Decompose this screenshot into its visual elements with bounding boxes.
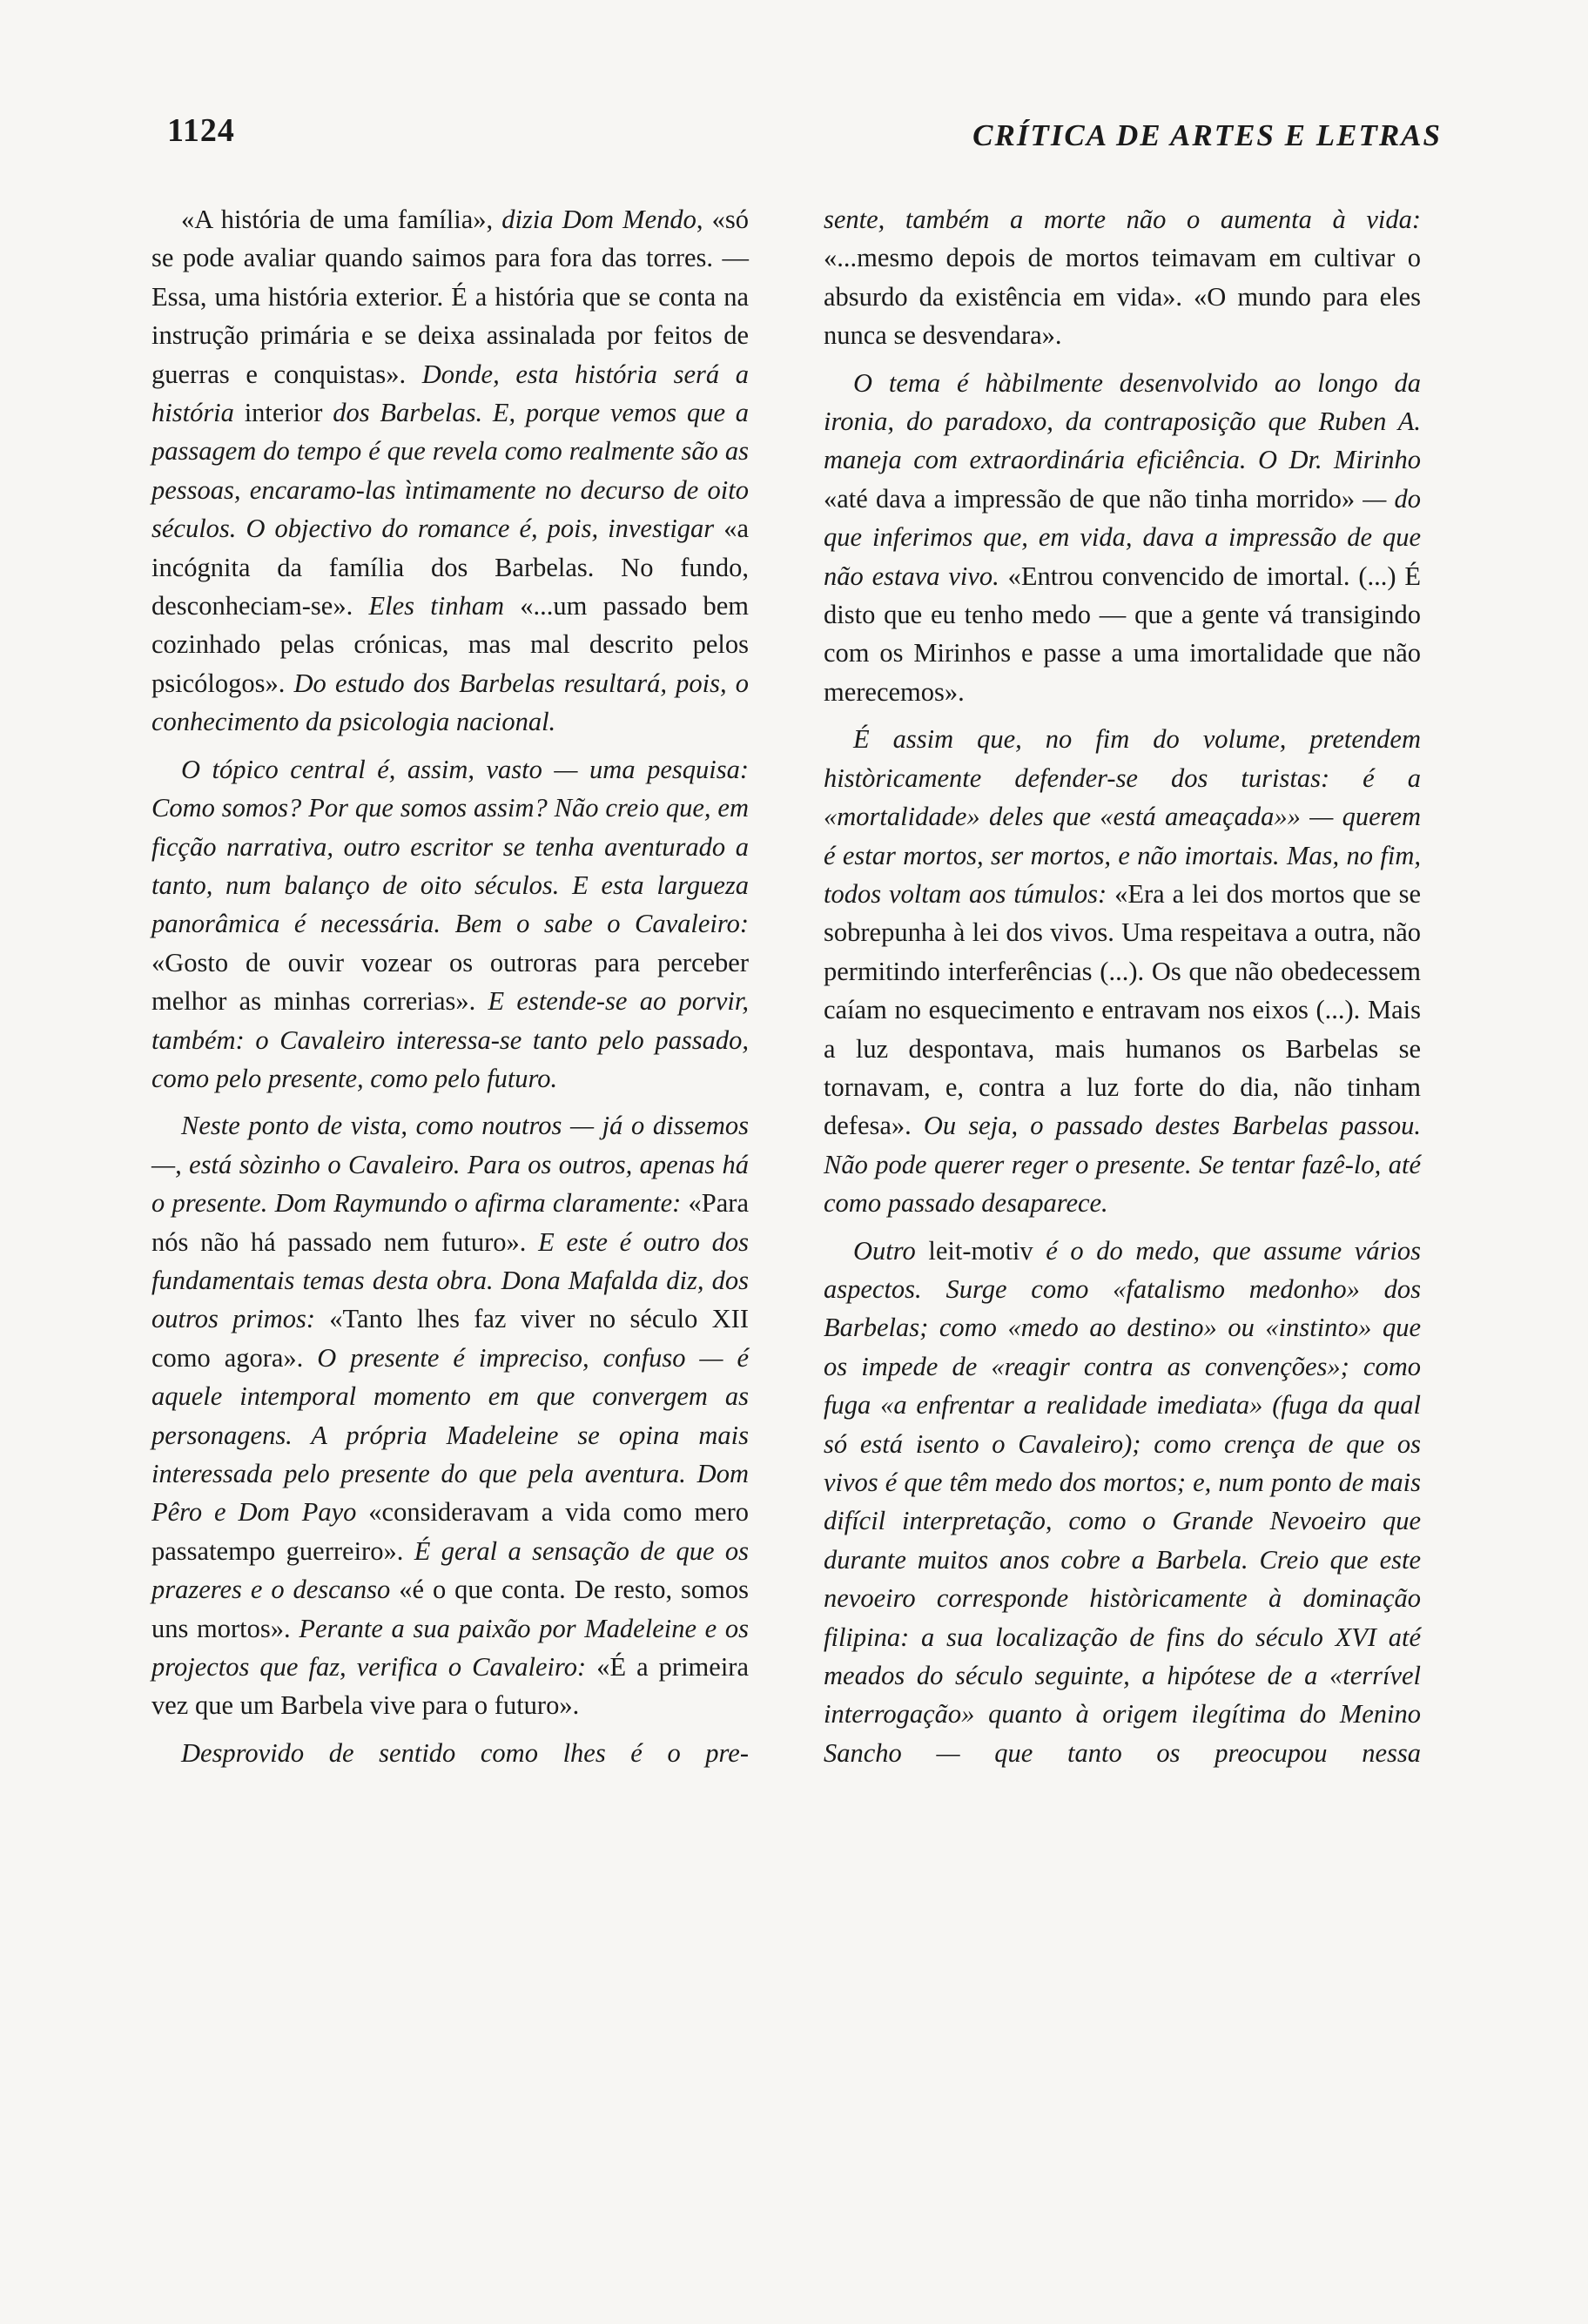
paragraph: Desprovido de sentido como lhes é o pre- — [181, 1737, 749, 1768]
page-number: 1124 — [167, 112, 235, 149]
paragraph: Neste ponto de vista, como noutros — já o dissemos —, está sòzinho o Cavaleiro. Para os outros, apenas há o presente. Dom Raymundo o afirma claramente: «Para nós não há passado nem futuro». E este é outro dos fundamentais temas desta obra. Dona Mafalda diz, dos outros primos: «Tanto lhes faz viver no século XII como agora». O presente é impreciso, confuso — é aquele intemporal momento em que convergem as personagens. A própria Madeleine se opina mais interessada pelo presente do que pela aventura. Dom Pêro e Dom Payo «consideravam a vida como mero passatempo guerreiro». É geral a sensação de que os prazeres e o descanso «é o que conta. De resto, somos uns mortos». Perante a sua paixão por Madeleine e os projectos que faz, verifica o Cavaleiro: «É a primeira vez que um Barbela vive para o futuro». — [151, 1111, 750, 1721]
right-column — [824, 200, 1421, 1781]
paragraph: O tema é hàbilmente desenvolvido ao longo da ironia, do paradoxo, da contraposição que Ruben A. maneja com extraordinária eficiência. O Dr. Mirinho «até dava a impressão de que não tinha morrido» — do que inferimos que, em vida, dava a impressão de que não estava vivo. «Entrou convencido de imortal. (...) É disto que eu tenho medo — que a gente vá transigindo com os Mirinhos e passe a uma imortalidade que não merecemos». — [824, 367, 1422, 707]
paragraph: É assim que, no fim do volume, pretendem històricamente defender-se dos turistas: é a «mortalidade» deles que «está ameaçada»» — querem é estar mortos, ser mortos, e não imortais. Mas, no fim, todos voltam aos túmulos: «Era a lei dos mortos que se sobrepunha à lei dos vivos. Uma respeitava a outra, não permitindo interferências (...). Os que não obedecessem caíam no esquecimento e entravam nos eixos (...). Mais a luz despontava, mais humanos os Barbelas se tornavam, e, contra a luz forte do dia, não tinham defesa». Ou seja, o passado destes Barbelas passou. Não pode querer reger o presente. Se tentar fazê-lo, até como passado desaparece. — [824, 724, 1421, 1219]
paragraph: Outro leit-motiv é o do medo, que assume vários aspectos. Surge como «fatalismo medonho» dos Barbelas; como «medo ao destino» ou «instinto» que os impede de «reagir contra as convenções»; como fuga «a enfrentar a realidade imediata» (fuga da qual só está isento o Cavaleiro); como crença de que os vivos é que têm medo dos mortos; e, num ponto de mais difícil interpretação, como o Grande Nevoeiro que durante muitos anos cobre a Barbela. Creio que este nevoeiro corresponde històricamente à dominação filipina: a sua localização de fins do século XVI até meados do século seguinte, a hipótese de a «terrível interrogação» quanto à origem ilegítima do Menino Sancho — que tanto os preocupou nessa — [824, 1235, 1421, 1768]
page-header — [167, 111, 1442, 164]
paragraph: sente, também a morte não o aumenta à vida: «...mesmo depois de mortos teimavam em cultivar o absurdo da existência em vida». «O mundo para eles nunca se desvendara». — [824, 205, 1421, 351]
paragraph: «A história de uma família», dizia Dom Mendo, «só se pode avaliar quando saimos para fora das torres. — Essa, uma história exterior. É a história que se conta na instrução primária e se deixa assinalada por feitos de guerras e conquistas». Donde, esta história será a história interior dos Barbelas. E, porque vemos que a passagem do tempo é que revela como realmente são as pessoas, encaramo-las ìntimamente no decurso de oito séculos. O objectivo do romance é, pois, investigar «a incógnita da família dos Barbelas. No fundo, desconheciam-se». Eles tinham «...um passado bem cozinhado pelas crónicas, mas mal descrito pelos psicólogos». Do estudo dos Barbelas resultará, pois, o conhecimento da psicologia nacional. — [151, 205, 749, 737]
paragraph: O tópico central é, assim, vasto — uma pesquisa: Como somos? Por que somos assim? Não creio que, em ficção narrativa, outro escritor se tenha aventurado a tanto, num balanço de oito séculos. E esta largueza panorâmica é necessária. Bem o sabe o Cavaleiro: «Gosto de ouvir vozear os outroras para perceber melhor as minhas correrias». E estende-se ao porvir, também: o Cavaleiro interessa-se tanto pelo passado, como pelo presente, como pelo futuro. — [151, 754, 749, 1093]
left-column — [151, 200, 749, 1781]
running-title: CRÍTICA DE ARTES E LETRAS — [972, 118, 1442, 152]
